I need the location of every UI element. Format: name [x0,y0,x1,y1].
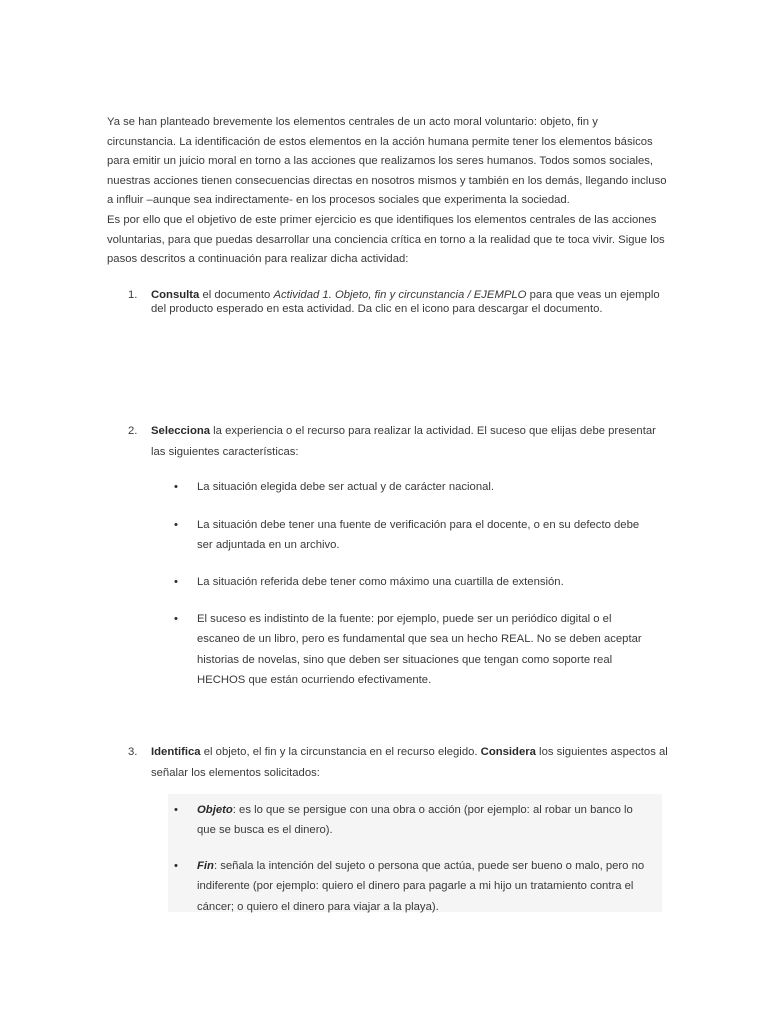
step-keyword: Considera [480,746,536,758]
step-keyword: Consulta [151,289,200,301]
list-item-text [197,856,654,917]
list-item [174,856,654,917]
step-text: la experiencia o el recurso para realizar la actividad. El suceso que elijas debe presentar las siguientes características: [151,425,656,458]
term-label: Fin [197,860,214,872]
bullet-icon: • [174,576,178,588]
step-2 [128,421,668,462]
step-3 [128,742,668,783]
step-keyword: Identifica [151,746,201,758]
term-definition: : es lo que se persigue con una obra o acción (por ejemplo: al robar un banco lo que se busca es el dinero). [197,804,633,837]
bullet-icon: • [174,519,178,531]
term-label: Objeto [197,804,233,816]
step-keyword: Selecciona [151,425,211,437]
list-item [174,800,654,841]
list-item [174,515,654,556]
step-number: 1. [128,289,138,301]
list-item-text: La situación debe tener una fuente de verificación para el docente, o en su defecto debe ser adjuntada en un archivo. [197,519,640,552]
list-item-text [197,800,654,841]
step-number: 3. [128,746,138,758]
list-item [174,609,654,691]
bullet-icon: • [174,860,178,872]
document-title: Actividad 1. Objeto, fin y circunstancia / EJEMPLO [273,289,527,301]
bullet-icon: • [174,804,178,816]
step-number: 2. [128,425,138,437]
intro-paragraph: Es por ello que el objetivo de este primer ejercicio es que identifiques los elementos centrales de las acciones voluntarias, para que puedas desarrollar una conciencia crítica en torno a la realidad que te toca vivir. Sigue los pasos descritos a continuación para realizar dicha actividad: [107,213,665,266]
step-text: para que veas un ejemplo del producto esperado en esta actividad. Da clic en el icono para descargar el documento. [151,289,660,315]
step-1 [128,289,668,316]
step-text: el documento [199,289,274,301]
bullet-icon: • [174,481,178,493]
list-item-text: La situación referida debe tener como máximo una cuartilla de extensión. [197,576,564,588]
list-item-text: La situación elegida debe ser actual y de carácter nacional. [197,481,495,493]
step-body [151,421,668,462]
list-item [174,477,654,497]
step-body [151,742,668,783]
step-text: el objeto, el fin y la circunstancia en el recurso elegido. [200,746,481,758]
term-definition: : señala la intención del sujeto o persona que actúa, puede ser bueno o malo, pero no indiferente (por ejemplo: quiero el dinero para pagarle a mi hijo un tratamiento contra el cáncer; o quiero el dinero para viajar a la playa). [197,860,645,913]
list-item [174,572,654,592]
list-item-text: El suceso es indistinto de la fuente: por ejemplo, puede ser un periódico digital o el escaneo de un libro, pero es fundamental que sea un hecho REAL. No se deben aceptar historias de novelas, sino que deben ser situaciones que tengan como soporte real HECHOS que están ocurriendo efectivamente. [197,613,642,687]
intro-paragraph: Ya se han planteado brevemente los elementos centrales de un acto moral voluntario: objeto, fin y circunstancia. La identificación de estos elementos en la acción humana permite tener los elementos básicos para emitir un juicio moral en torno a las acciones que realizamos los seres humanos. Todos somos sociales, nuestras acciones tienen consecuencias directas en nosotros mismos y también en los demás, llegando incluso a influir –aunque sea indirectamente- en los procesos sociales que experimenta la sociedad. [107,116,667,207]
bullet-icon: • [174,613,178,625]
step-body [151,289,668,316]
intro-text [107,113,667,270]
step-text: los siguientes aspectos al señalar los elementos solicitados: [151,746,668,779]
